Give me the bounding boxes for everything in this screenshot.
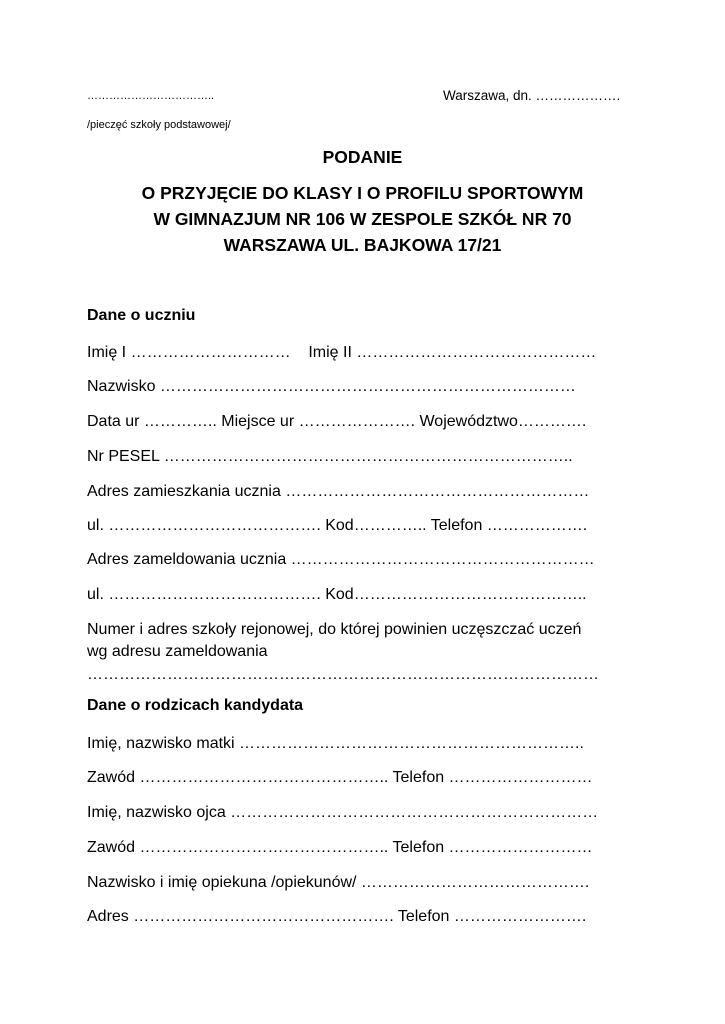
district-school-label-2: wg adresu zameldowania	[87, 643, 268, 660]
subject-line-3: WARSZAWA UL. BAJKOWA 17/21	[223, 235, 502, 255]
first-name-1-field[interactable]: Imię I …………………………	[87, 344, 291, 361]
district-school-label-1: Numer i adres szkoły rejonowej, do której powinien uczęszczać uczeń	[87, 621, 582, 638]
residence-address-field[interactable]: Adres zamieszkania ucznia …………………………………………………	[87, 483, 590, 500]
first-name-2-field[interactable]: Imię II ………………………………………	[308, 344, 597, 361]
first-names-row	[87, 342, 596, 363]
mother-name-field[interactable]: Imię, nazwisko matki ………………………………………………………..	[87, 735, 584, 752]
guardian-address-phone-field[interactable]: Adres …………………………………………. Telefon …………………….	[87, 908, 587, 925]
parents-section-heading: Dane o rodzicach kandydata	[87, 697, 304, 714]
guardian-name-field[interactable]: Nazwisko i imię opiekuna /opiekunów/ …………………………………….	[87, 874, 590, 891]
registered-street-field[interactable]: ul. …………………………………. Kod……………………………………..	[87, 586, 587, 603]
place-date-field[interactable]: Warszawa, dn. ……………….	[443, 88, 621, 103]
document-title: PODANIE	[322, 147, 403, 167]
birth-data-field[interactable]: Data ur ………….. Miejsce ur …………………. Województwo………….	[87, 413, 587, 430]
father-job-phone-field[interactable]: Zawód ……………………………………….. Telefon ………………………	[87, 839, 593, 856]
surname-field[interactable]: Nazwisko ……………………………………………………………………	[87, 378, 576, 395]
district-school-field[interactable]: ……………………………………………………………………………………	[87, 666, 599, 683]
subject-line-2: W GIMNAZJUM NR 106 W ZESPOLE SZKÓŁ NR 70	[153, 209, 572, 229]
student-section-heading: Dane o uczniu	[87, 307, 196, 324]
pesel-field[interactable]: Nr PESEL …………………………………………………………………..	[87, 448, 573, 465]
father-name-field[interactable]: Imię, nazwisko ojca ……………………………………………………………	[87, 804, 599, 821]
school-stamp-field[interactable]: ……………………………..	[87, 90, 215, 102]
school-stamp-label: /pieczęć szkoły podstawowej/	[87, 119, 231, 131]
registered-address-field[interactable]: Adres zameldowania ucznia …………………………………………………	[87, 551, 595, 568]
mother-job-phone-field[interactable]: Zawód ……………………………………….. Telefon ………………………	[87, 769, 593, 786]
subject-line-1: O PRZYJĘCIE DO KLASY I O PROFILU SPORTOWYM	[141, 183, 584, 203]
residence-street-field[interactable]: ul. …………………………………. Kod………….. Telefon ……………….	[87, 517, 588, 534]
